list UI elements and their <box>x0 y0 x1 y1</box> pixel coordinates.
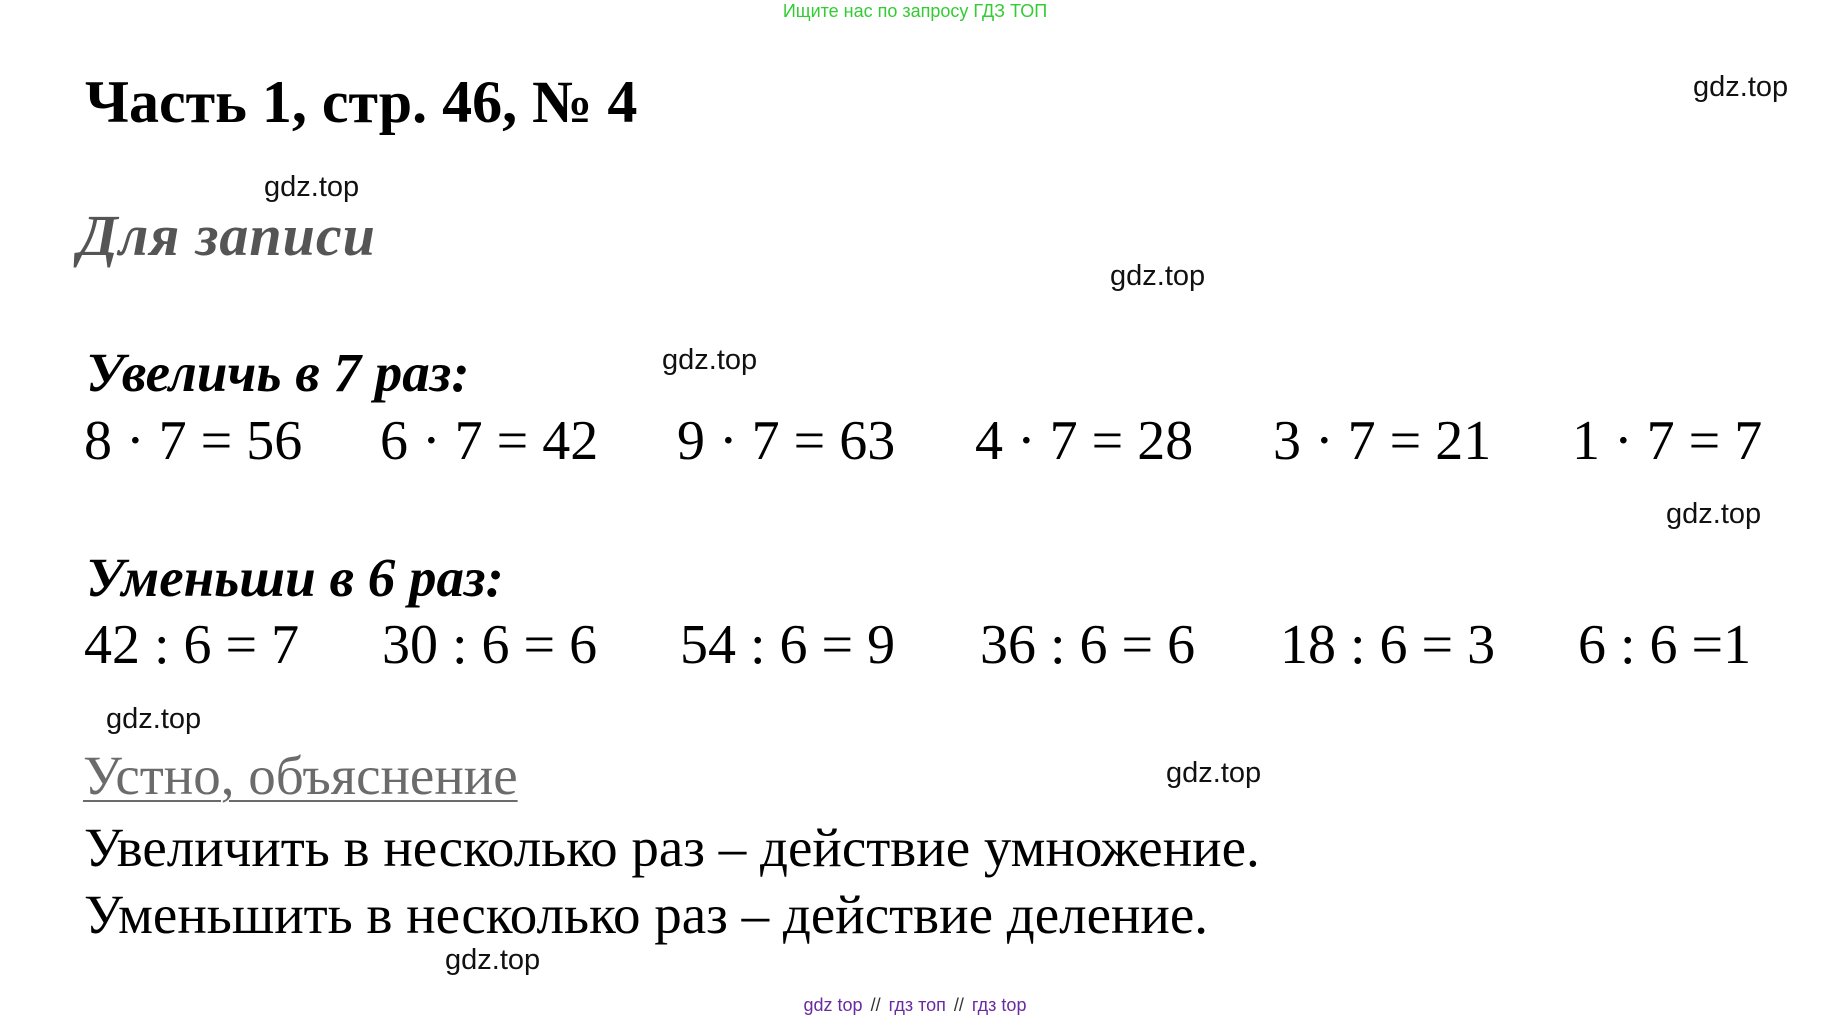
decrease-equation: 6 : 6 =1 <box>1578 614 1752 676</box>
increase-equation: 8 · 7 = 56 <box>84 410 303 472</box>
footer-link[interactable]: gdz top <box>803 995 863 1015</box>
watermark: gdz.top <box>1110 260 1206 292</box>
watermark: gdz.top <box>264 171 360 203</box>
record-title: Для записи <box>78 203 376 268</box>
footer-link[interactable]: гдз топ <box>888 995 946 1015</box>
explanation-line: Увеличить в несколько раз – действие умножение. <box>84 817 1260 878</box>
increase-equation: 1 · 7 = 7 <box>1572 410 1763 472</box>
page-title: Часть 1, стр. 46, № 4 <box>85 69 638 135</box>
increase-equation: 9 · 7 = 63 <box>677 410 896 472</box>
decrease-equation: 18 : 6 = 3 <box>1280 614 1496 676</box>
increase-section-title: Увеличь в 7 раз: <box>86 342 470 403</box>
decrease-section-title: Уменьши в 6 раз: <box>86 547 504 608</box>
decrease-equation: 54 : 6 = 9 <box>680 614 896 676</box>
top-banner: Ищите нас по запросу ГДЗ ТОП <box>782 1 1048 21</box>
decrease-equation: 30 : 6 = 6 <box>382 614 598 676</box>
decrease-equation: 42 : 6 = 7 <box>84 614 300 676</box>
watermark: gdz.top <box>106 703 202 735</box>
explanation-line: Уменьшить в несколько раз – действие деление. <box>84 884 1209 945</box>
increase-equation: 4 · 7 = 28 <box>975 410 1194 472</box>
watermark: gdz.top <box>1693 71 1789 103</box>
footer-separator: // <box>953 995 964 1015</box>
watermark: gdz.top <box>445 944 541 976</box>
watermark: gdz.top <box>1166 757 1262 789</box>
increase-equation: 3 · 7 = 21 <box>1273 410 1492 472</box>
footer-separator: // <box>870 995 881 1015</box>
oral-section-title: Устно, объяснение <box>83 745 518 806</box>
decrease-equation: 36 : 6 = 6 <box>980 614 1196 676</box>
increase-equation: 6 · 7 = 42 <box>380 410 599 472</box>
footer-link[interactable]: гдз top <box>971 995 1027 1015</box>
watermark: gdz.top <box>1666 498 1762 530</box>
watermark: gdz.top <box>662 344 758 376</box>
